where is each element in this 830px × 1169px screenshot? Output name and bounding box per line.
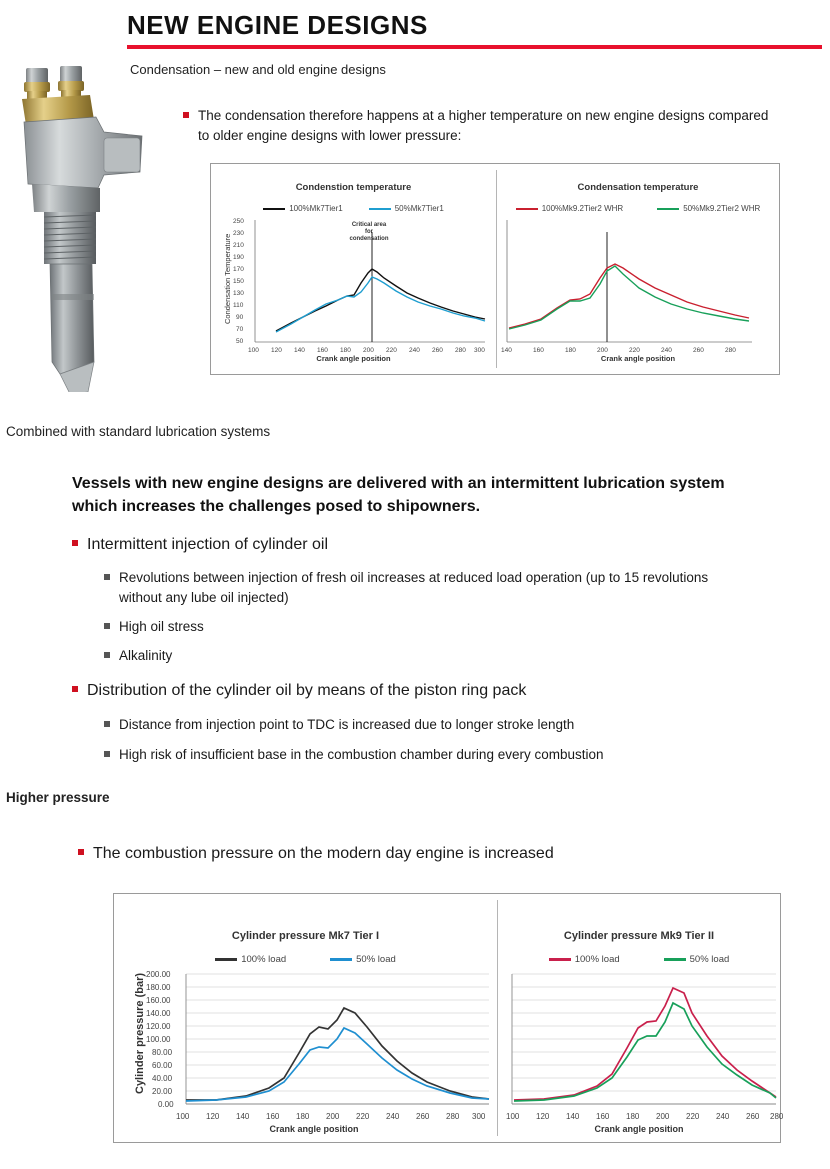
bullet-insufficient-base — [104, 745, 784, 765]
bullet-intermittent-injection — [72, 534, 712, 556]
legend-label: 50% load — [356, 954, 396, 965]
x-tick: 300 — [474, 347, 485, 354]
bullet-text: High oil stress — [119, 619, 204, 634]
bullet-distribution — [72, 680, 752, 702]
x-tick: 160 — [266, 1112, 280, 1121]
page-title: NEW ENGINE DESIGNS — [127, 10, 428, 40]
chart-plot — [497, 164, 779, 376]
x-tick: 100 — [176, 1112, 190, 1121]
chart-plot — [498, 894, 780, 1144]
y-tick: 230 — [233, 230, 244, 237]
bullet-combustion-pressure — [78, 843, 738, 865]
chart-panel-mk7 — [211, 164, 496, 374]
x-tick: 200 — [363, 347, 374, 354]
x-tick: 260 — [746, 1112, 760, 1121]
x-axis-label: Crank angle position — [594, 1124, 684, 1134]
chart-plot — [211, 164, 496, 376]
y-tick: 170 — [233, 266, 244, 273]
chart-panel-mk9 — [497, 164, 779, 374]
y-axis-label: Cylinder pressure (bar) — [134, 972, 146, 1094]
x-tick: 120 — [536, 1112, 550, 1121]
bullet-text: Alkalinity — [119, 648, 173, 663]
x-tick: 300 — [472, 1112, 486, 1121]
x-tick: 100 — [506, 1112, 520, 1121]
x-tick: 220 — [686, 1112, 700, 1121]
chart-panel-mk9-pressure — [498, 894, 784, 1142]
y-tick: 140.00 — [146, 1009, 171, 1018]
y-tick: 130 — [233, 290, 244, 297]
chart-plot — [114, 894, 497, 1144]
lubrication-summary-paragraph: Vessels with new engine designs are delivered with an intermittent lubrication system which increases the challenges posed to shipowners. — [72, 475, 725, 516]
y-tick: 90 — [236, 314, 244, 321]
y-tick: 50 — [236, 338, 244, 345]
bullet-text: Distance from injection point to TDC is increased due to longer stroke length — [119, 717, 575, 732]
legend-label: 50% load — [689, 954, 730, 965]
bullet-text: The condensation therefore happens at a higher temperature on new engine designs compared to older engine designs with lower pressure: — [198, 108, 769, 143]
legend-label: 50%Mk7Tier1 — [394, 204, 444, 213]
bullet-text: High risk of insufficient base in the combustion chamber during every combustion — [119, 747, 604, 762]
y-tick: 20.00 — [152, 1087, 173, 1096]
y-axis-label: Condensation Temperature — [223, 233, 232, 324]
y-tick: 80.00 — [152, 1048, 173, 1057]
x-tick: 240 — [716, 1112, 730, 1121]
y-tick: 60.00 — [152, 1061, 173, 1070]
bullet-square-dark-icon — [104, 751, 110, 757]
x-tick: 240 — [409, 347, 420, 354]
chart-title: Condenstion temperature — [295, 182, 412, 193]
x-tick: 280 — [725, 347, 736, 354]
bullet-square-red-icon — [78, 849, 84, 855]
condensation-temperature-chart — [210, 163, 780, 375]
bullet-square-red-icon — [72, 540, 78, 546]
bullet-square-dark-icon — [104, 652, 110, 658]
bullet-distance-tdc — [104, 715, 764, 735]
x-axis-label: Crank angle position — [269, 1124, 359, 1134]
bullet-alkalinity — [104, 646, 744, 666]
subhead-higher-pressure: Higher pressure — [6, 790, 110, 805]
x-tick: 220 — [386, 347, 397, 354]
y-tick: 100.00 — [146, 1035, 171, 1044]
bullet-revolutions — [104, 568, 744, 607]
x-tick: 220 — [629, 347, 640, 354]
x-tick: 260 — [432, 347, 443, 354]
legend-label: 100%Mk7Tier1 — [289, 204, 343, 213]
x-tick: 240 — [386, 1112, 400, 1121]
y-tick: 190 — [233, 254, 244, 261]
x-axis-label: Crank angle position — [600, 354, 676, 363]
x-tick: 140 — [294, 347, 305, 354]
x-tick: 140 — [236, 1112, 250, 1121]
chart-title: Cylinder pressure Mk7 Tier I — [231, 930, 380, 942]
x-tick: 180 — [340, 347, 351, 354]
bullet-condensation-lead — [183, 106, 783, 145]
y-tick: 160.00 — [146, 996, 171, 1005]
x-tick: 260 — [693, 347, 704, 354]
x-axis-label: Crank angle position — [316, 354, 391, 363]
y-tick: 120.00 — [146, 1022, 171, 1031]
bullet-square-dark-icon — [104, 574, 110, 580]
x-tick: 160 — [596, 1112, 610, 1121]
y-tick: 40.00 — [152, 1074, 173, 1083]
bullet-square-red-icon — [183, 112, 189, 118]
legend-label: 50%Mk9.2Tier2 WHR — [683, 204, 761, 213]
chart-panel-mk7-pressure — [114, 894, 497, 1142]
x-tick: 260 — [416, 1112, 430, 1121]
chart-title: Cylinder pressure Mk9 Tier II — [563, 930, 715, 942]
y-tick: 200.00 — [146, 970, 171, 979]
x-tick: 140 — [566, 1112, 580, 1121]
bullet-text: Intermittent injection of cylinder oil — [87, 536, 328, 553]
x-tick: 100 — [248, 347, 259, 354]
x-tick: 200 — [597, 347, 608, 354]
bullet-text: The combustion pressure on the modern day engine is increased — [93, 845, 554, 862]
chart-annotation: Critical area for condensation — [349, 222, 389, 242]
title-underline-rule — [127, 45, 822, 49]
x-tick: 180 — [626, 1112, 640, 1121]
y-tick: 0.00 — [158, 1100, 174, 1109]
bullet-text: Revolutions between injection of fresh oil increases at reduced load operation (up to 15 revolutions without any lube oil injected) — [119, 570, 709, 605]
x-tick: 160 — [317, 347, 328, 354]
subhead-condensation: Condensation – new and old engine designs — [130, 62, 386, 77]
bullet-square-dark-icon — [104, 721, 110, 727]
x-tick: 160 — [533, 347, 544, 354]
y-tick: 210 — [233, 242, 244, 249]
legend-label: 100% load — [574, 954, 620, 965]
bullet-high-oil-stress — [104, 617, 744, 637]
legend-label: 100%Mk9.2Tier2 WHR — [541, 204, 624, 213]
y-tick: 150 — [233, 278, 244, 285]
x-tick: 120 — [271, 347, 282, 354]
x-tick: 280 — [446, 1112, 460, 1121]
y-tick: 250 — [233, 218, 244, 225]
x-tick: 200 — [656, 1112, 670, 1121]
legend-label: 100% load — [241, 954, 287, 965]
x-tick: 240 — [661, 347, 672, 354]
x-tick: 180 — [565, 347, 576, 354]
bullet-square-dark-icon — [104, 623, 110, 629]
y-tick: 110 — [233, 302, 244, 309]
y-tick: 70 — [236, 326, 244, 333]
chart-title: Condensation temperature — [577, 182, 699, 193]
x-tick: 200 — [326, 1112, 340, 1121]
bullet-text: Distribution of the cylinder oil by means of the piston ring pack — [87, 682, 527, 699]
x-tick: 180 — [296, 1112, 310, 1121]
y-tick: 180.00 — [146, 983, 171, 992]
x-tick: 140 — [501, 347, 512, 354]
x-tick: 220 — [356, 1112, 370, 1121]
subhead-lubrication: Combined with standard lubrication systems — [6, 424, 271, 439]
x-tick: 280 — [455, 347, 466, 354]
x-tick: 280 — [770, 1112, 784, 1121]
bullet-square-red-icon — [72, 686, 78, 692]
x-tick: 120 — [206, 1112, 220, 1121]
engine-sensor-photo — [8, 62, 208, 392]
cylinder-pressure-chart — [113, 893, 784, 1143]
